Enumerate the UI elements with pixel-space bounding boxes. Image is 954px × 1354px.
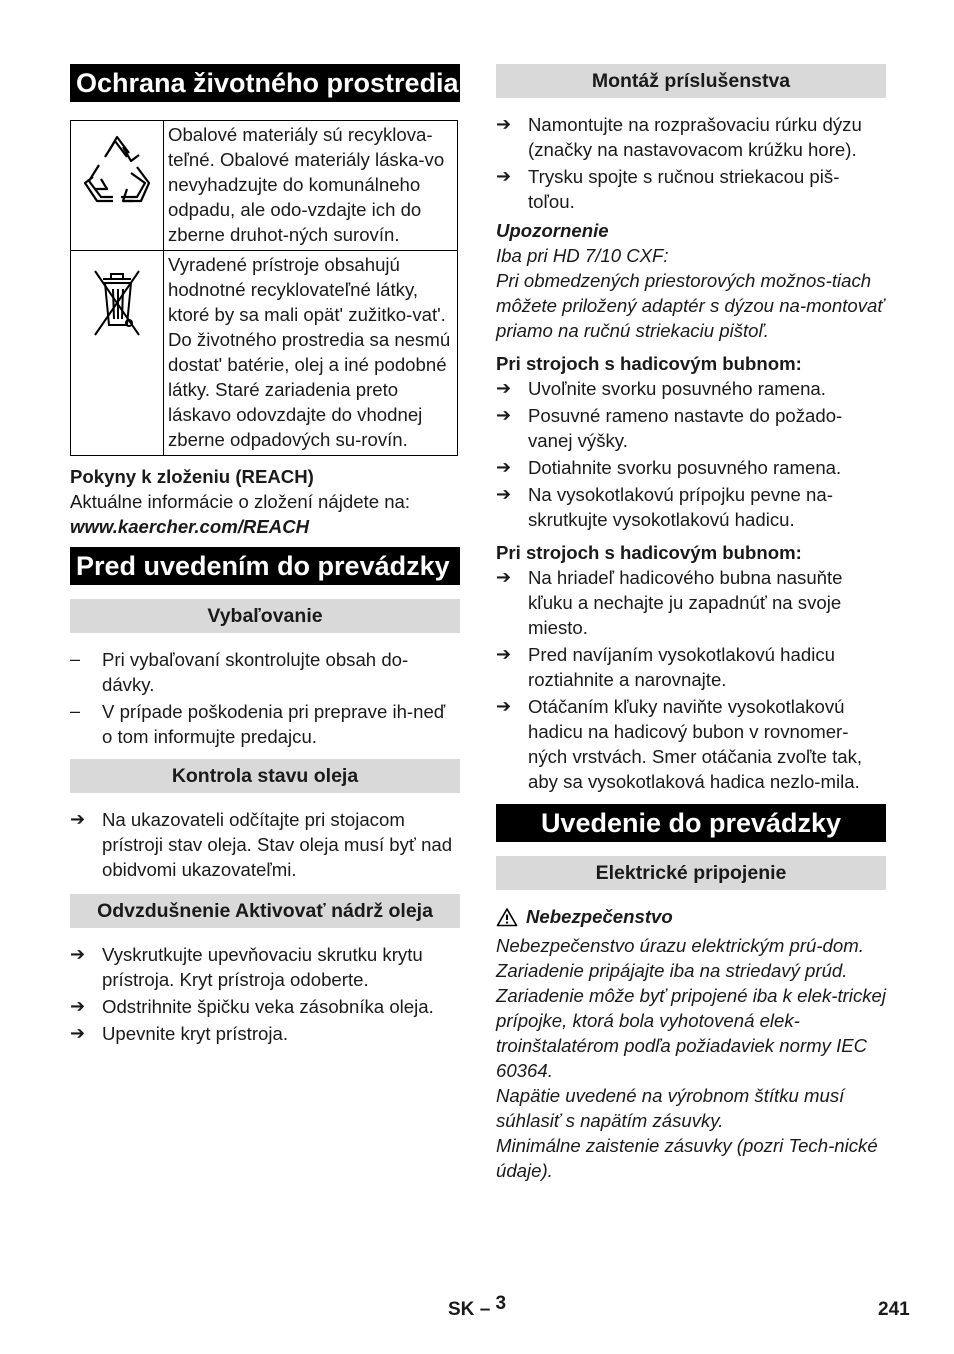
note-line: Pri obmedzených priestorových možnos-tiach môžete priložený adaptér s dýzou na-montovať priamo na ručnú striekaciu pištoľ.: [496, 270, 884, 341]
arrow-right-icon: ➔: [496, 696, 512, 716]
arrow-right-icon: ➔: [70, 944, 86, 964]
danger-line: Minimálne zaistenie zásuvky (pozri Tech-nické údaje).: [496, 1135, 878, 1181]
list-item: ➔ Na ukazovateli odčítajte pri stojacom prístroji stav oleja. Stav oleja musí byť nad obidvomi ukazovateľmi.: [70, 809, 453, 880]
arrow-right-icon: ➔: [496, 114, 512, 134]
drum-heading-1: Pri strojoch s hadicovým bubnom:: [496, 353, 802, 374]
drum-heading-2: Pri strojoch s hadicovým bubnom:: [496, 542, 802, 563]
danger-title: Nebezpečenstvo: [526, 906, 673, 927]
right-column: [496, 64, 886, 1183]
env-heading: Ochrana životného prostredia: [70, 64, 460, 102]
recycle-icon: [71, 121, 164, 251]
crossed-bin-icon: [71, 251, 164, 456]
footer-sep: –: [479, 1299, 491, 1320]
list-item: ➔ Dotiahnite svorku posuvného ramena.: [496, 457, 842, 478]
recycle-text: Obalové materiály sú recyklova-teľné. Obalové materiály láska-vo nevyhadzujte do komunálneho odpadu, ale odo-vzdajte ich do zberne druhot-ných surovín.: [164, 121, 458, 251]
operation-heading: Uvedenie do prevádzky: [496, 804, 886, 842]
oil-heading: Kontrola stavu oleja: [70, 759, 460, 793]
arrow-right-icon: ➔: [496, 405, 512, 425]
arrow-right-icon: ➔: [496, 457, 512, 477]
dash-bullet: –: [70, 701, 81, 721]
danger-heading: [496, 904, 886, 929]
list-item: ➔ Uvoľnite svorku posuvného ramena.: [496, 378, 826, 399]
arrow-right-icon: ➔: [496, 644, 512, 664]
list-item: ➔ Otáčaním kľuky naviňte vysokotlakovú hadicu na hadicový bubon v rovnomer-ných vrstvách. Smer otáčania zvoľte tak, aby sa vysokotlaková hadica nezlo-mila.: [496, 696, 863, 792]
danger-line: Napätie uvedené na výrobnom štítku musí súhlasiť s napätím zásuvky.: [496, 1085, 845, 1131]
env-table: [70, 120, 458, 456]
list-item: ➔ Trysku spojte s ručnou striekacou piš-toľou.: [496, 166, 840, 212]
accessories-heading: Montáž príslušenstva: [496, 64, 886, 98]
note-line: Iba pri HD 7/10 CXF:: [496, 245, 669, 266]
env-row-recycle: [71, 121, 458, 251]
reach-link[interactable]: www.kaercher.com/REACH: [70, 516, 310, 537]
footer-section-page: 3: [495, 1293, 507, 1314]
list-item: ➔ Upevnite kryt prístroja.: [70, 1023, 289, 1044]
list-item: ➔ Namontujte na rozprašovaciu rúrku dýzu (značky na nastavovacom krúžku hore).: [496, 114, 862, 160]
electrical-heading: Elektrické pripojenie: [496, 856, 886, 890]
arrow-right-icon: ➔: [70, 1023, 86, 1043]
vent-heading: Odvzdušnenie Aktivovať nádrž oleja: [70, 894, 460, 928]
startup-heading: Pred uvedením do prevádzky: [70, 547, 460, 585]
list-item: ➔ Vyskrutkujte upevňovaciu skrutku krytu prístroja. Kryt prístroja odoberte.: [70, 944, 423, 990]
arrow-right-icon: ➔: [496, 484, 512, 504]
list-item: ➔ Na vysokotlakovú prípojku pevne na-skrutkujte vysokotlakovú hadicu.: [496, 484, 833, 530]
list-item: – Pri vybaľovaní skontrolujte obsah do-dávky.: [70, 649, 409, 695]
page-number: 241: [878, 1299, 910, 1320]
danger-line: Zariadenie pripájajte iba na striedavý prúd.: [496, 960, 848, 981]
danger-line: Zariadenie môže byť pripojené iba k elek-trickej prípojke, ktorá bola vyhotovená elek-troinštalatérom podľa požiadaviek normy IEC 60364.: [496, 985, 887, 1081]
list-item: – V prípade poškodenia pri preprave ih-neď o tom informujte predajcu.: [70, 701, 446, 747]
dash-bullet: –: [70, 649, 81, 669]
arrow-right-icon: ➔: [70, 809, 86, 829]
reach-text: Aktuálne informácie o zložení nájdete na:: [70, 491, 411, 512]
unpack-heading: Vybaľovanie: [70, 599, 460, 633]
list-item: ➔ Posuvné rameno nastavte do požado-vanej výšky.: [496, 405, 843, 451]
reach-heading: Pokyny k zloženiu (REACH): [70, 466, 314, 487]
danger-line: Nebezpečenstvo úrazu elektrickým prú-dom.: [496, 935, 864, 956]
arrow-right-icon: ➔: [496, 567, 512, 587]
arrow-right-icon: ➔: [496, 378, 512, 398]
weee-text: Vyradené prístroje obsahujú hodnotné recyklovateľné látky, ktoré by sa mali opät' zužitko-vat'. Do životného prostredia sa nesmú dostat' batérie, olej a iné podobné látky. Staré zariadenia preto láskavo odovzdajte do vhodnej zberne odpadových su-rovín.: [164, 251, 458, 456]
list-item: ➔ Odstrihnite špičku veka zásobníka oleja.: [70, 996, 434, 1017]
left-column: [70, 64, 460, 1048]
arrow-right-icon: ➔: [496, 166, 512, 186]
footer-section: [448, 1293, 507, 1322]
footer-lang: SK: [448, 1299, 475, 1320]
list-item: ➔ Na hriadeľ hadicového bubna nasuňte kľuku a nechajte ju zapadnúť na svoje miesto.: [496, 567, 843, 638]
arrow-right-icon: ➔: [70, 996, 86, 1016]
note-heading: Upozornenie: [496, 220, 609, 241]
list-item: ➔ Pred navíjaním vysokotlakovú hadicu roztiahnite a narovnajte.: [496, 644, 835, 690]
env-row-weee: [71, 251, 458, 456]
warning-triangle-icon: [496, 907, 518, 927]
